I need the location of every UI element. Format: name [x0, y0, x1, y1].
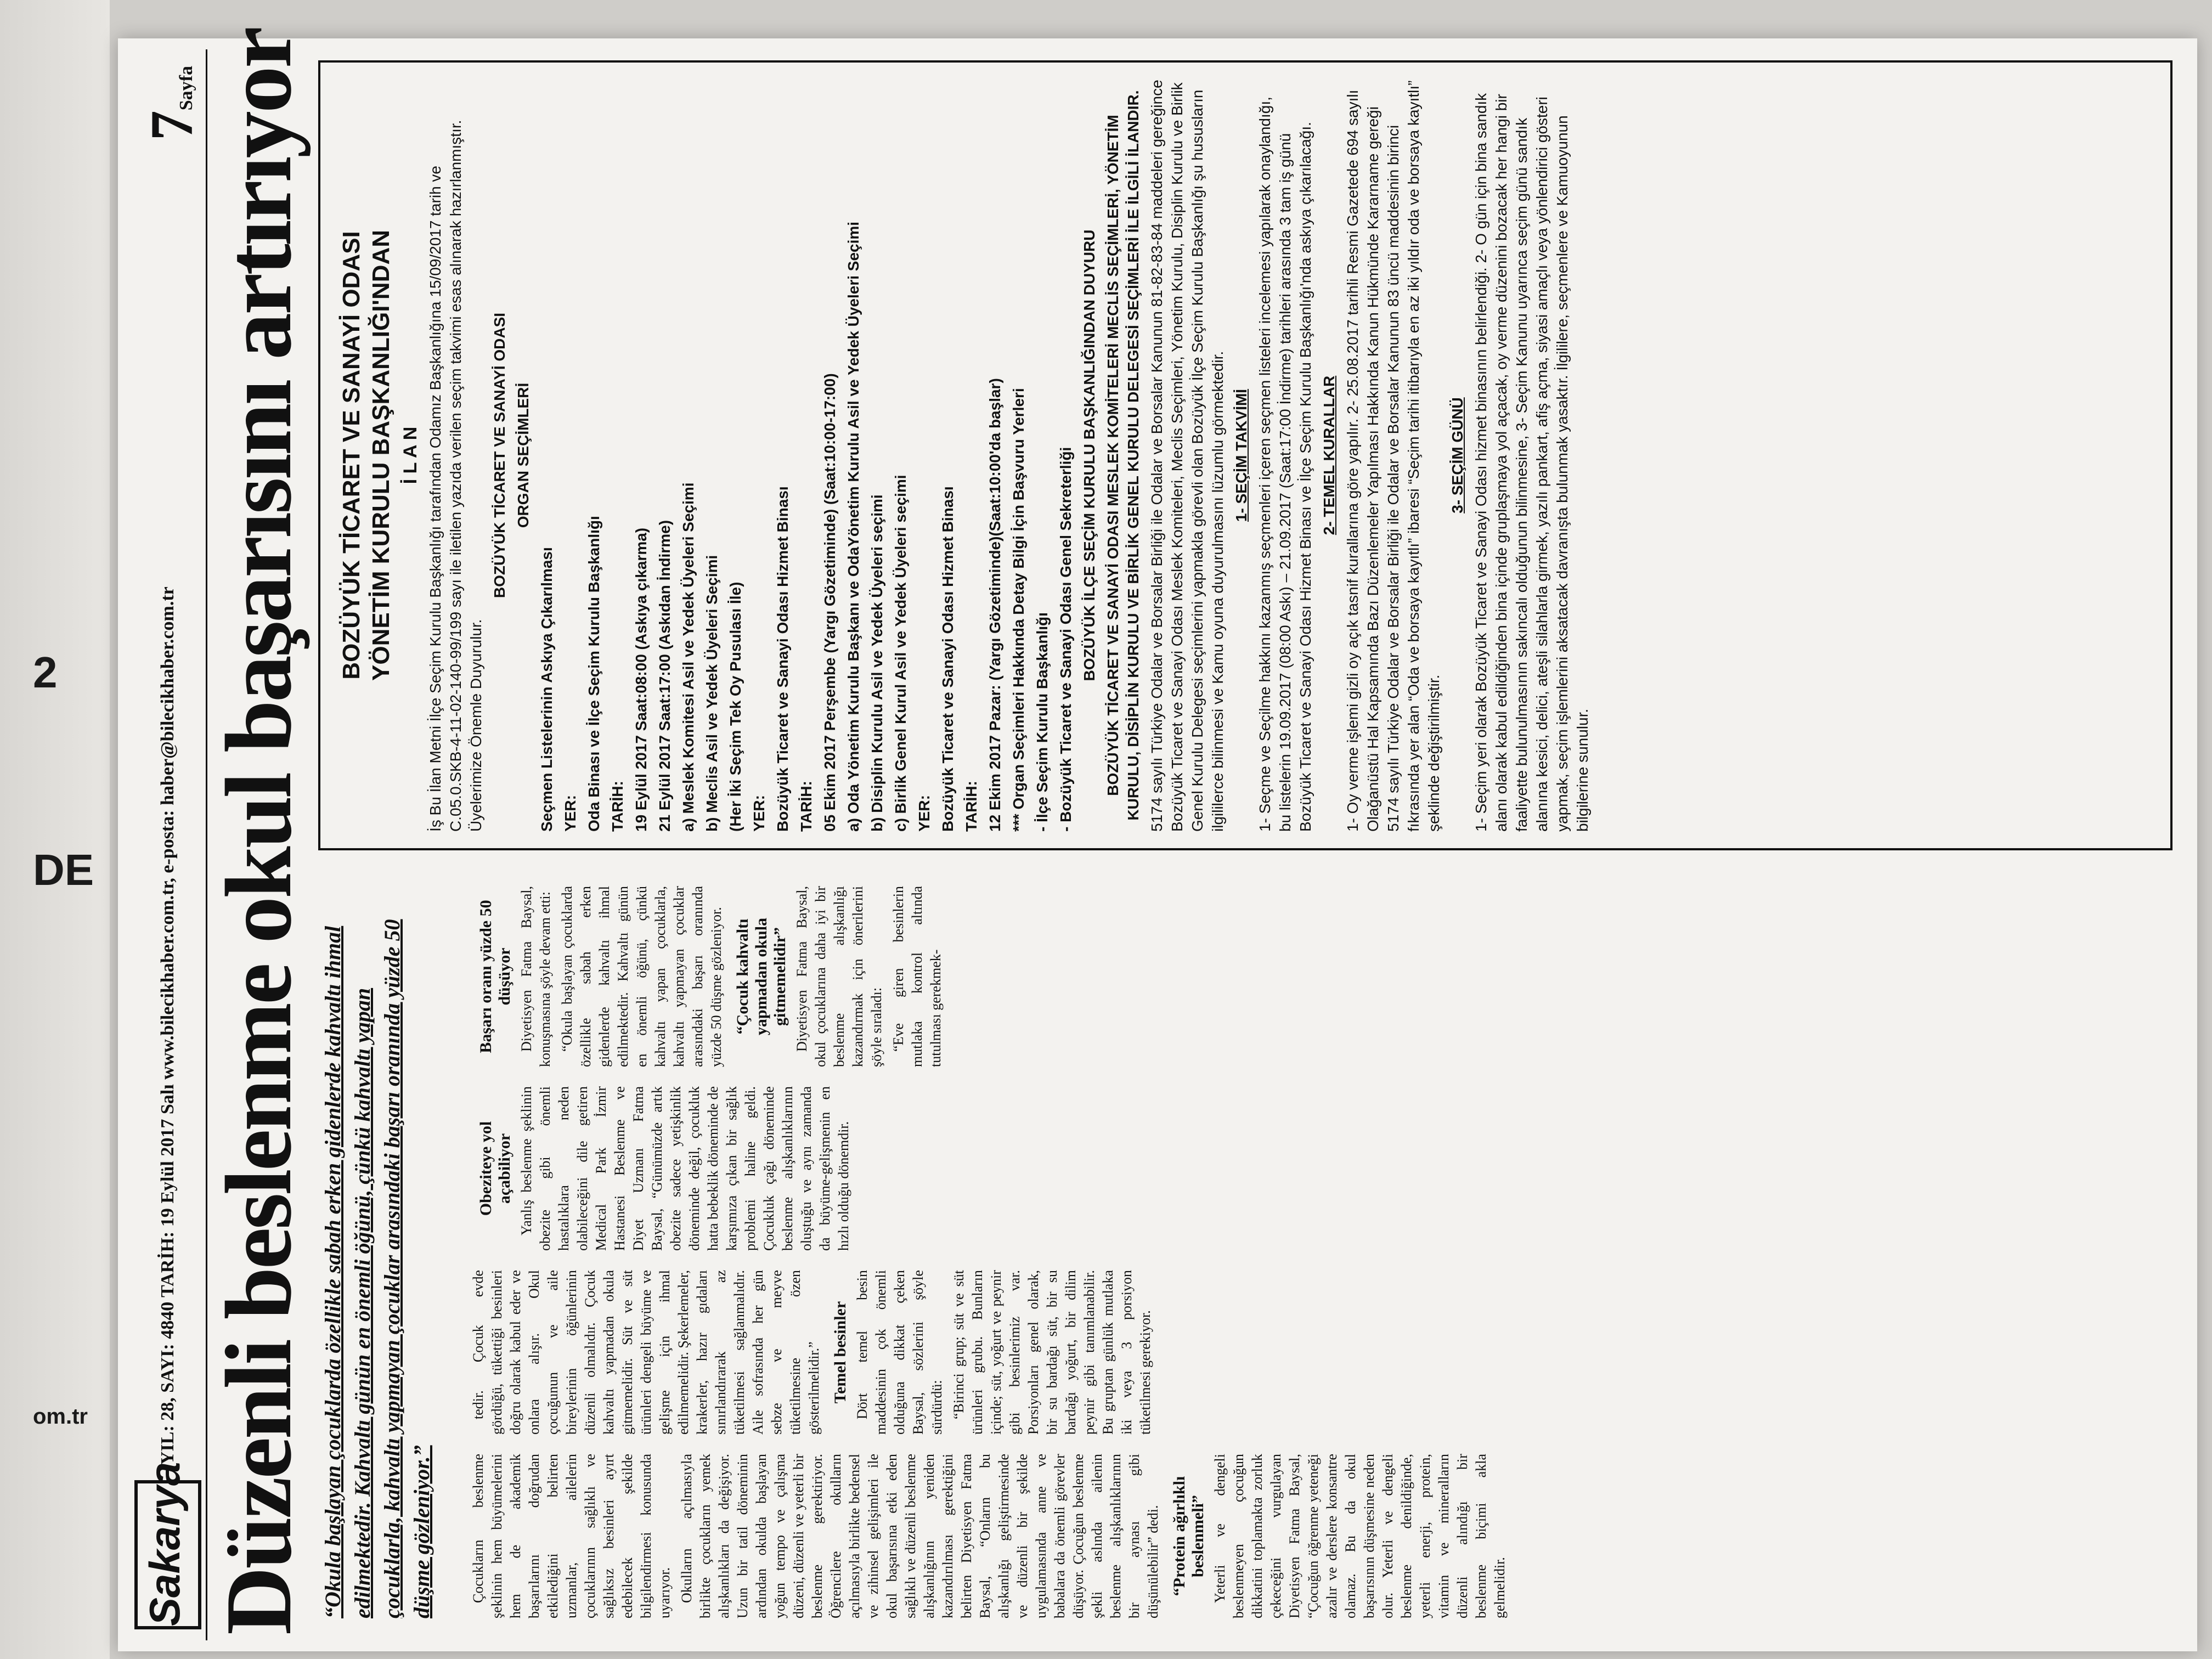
schedule-line: YER: [916, 795, 933, 832]
schedule-line: TARİH: [609, 781, 626, 832]
article-column-4 [469, 886, 949, 1067]
paragraph: “Eve giren besinlerin mutlaka kontrol altında tutulması gerekmek- [890, 886, 944, 1067]
schedule-line: Oda Binası ve İlçe Seçim Kurulu Başkanlığı [585, 516, 602, 832]
paragraph: “Okula başlayan çocuklarda özellikle sabah erken gidenlerde kahvaltı ihmal edilmektedir. Kahvaltı günün en önemli öğünü, çünkü kahvaltı yapan çocuklarla, kahvaltı yapmayan çocuklar arasındaki başarı oranında yüzde 50 düşme gözleniyor. [559, 886, 724, 1067]
adjacent-page-strip [0, 0, 110, 1659]
schedule-line: c) Birlik Genel Kurul Asil ve Yedek Üyeleri seçimi [892, 475, 909, 832]
section-heading: 3- SEÇİM GÜNÜ [1449, 397, 1466, 514]
paragraph: Diyetisyen Fatma Baysal, konuşmasına şöyle devam etti: [518, 886, 553, 1067]
schedule-line: 19 Eylül 2017 Saat:08:00 (Askıya çıkarma) [633, 527, 650, 832]
schedule-line: 21 Eylül 2017 Saat:17:00 (Askıdan İndirme) [656, 520, 673, 832]
page-number-value: 7 [138, 110, 205, 141]
newspaper-logo: Sakarya [134, 1480, 201, 1629]
rotated-content [129, 29, 2186, 1640]
schedule-line: (Her İki Seçim Tek Oy Pusulası İle) [727, 582, 744, 832]
subheading: Temel besinler [831, 1301, 849, 1404]
schedule-line: - Bozüyük Ticaret ve Sanayi Odası Genel Sekreterliği [1057, 447, 1074, 832]
strip-mark-top: 2 [33, 648, 58, 697]
page-number-label: Sayfa [176, 66, 196, 111]
section-heading: 2- TEMEL KURALLAR [1321, 375, 1338, 535]
schedule-line: *** Organ Seçimleri Hakkında Detay Bilgi İçin Başvuru Yerleri [1010, 388, 1027, 832]
notice-schedule [537, 79, 1076, 832]
masthead [129, 49, 207, 1640]
issue-line: YIL: 28, SAYI: 4840 TARİH: 19 Eylül 2017 Salı www.bilecikhaber.com.tr, e-posta: haber@bilecikhaber.com.tr [157, 586, 178, 1465]
article-column-3 [469, 1086, 856, 1251]
schedule-line: - İlçe Seçim Kurulu Başkanlığı [1034, 612, 1051, 832]
paragraph: Çocukların beslenme şeklinin hem büyümelerini hem de akademik başarılarını doğrudan etkilediğini belirten uzmanlar, ailelerin çocuklarının sağlıklı ve sağlıksız besinleri ayırt edebilecek şekilde bilgilendirmesi konusunda uyarıyor. [470, 1454, 673, 1618]
strip-mark-bottom: om.tr [33, 1404, 88, 1429]
schedule-line: 05 Ekim 2017 Perşembe (Yargı Gözetiminde) (Saat:10:00-17:00) [821, 373, 838, 832]
notice-org-1: BOZÜYÜK TİCARET VE SANAYİ ODASI [491, 312, 508, 599]
section-heading: 1- SEÇİM TAKVİMİ [1233, 388, 1250, 522]
notice-title-1: BOZÜYÜK TİCARET VE SANAYİ ODASI [338, 231, 365, 680]
duyuru-text: 5174 sayılı Türkiye Odalar ve Borsalar Birliği ile Odalar ve Borsalar Kanunun 81-82-83-84 maddeleri gereğince Bozüyük Ticaret ve Sanayi Odası Meslek Komiteleri, Meclis Seçimleri, Yönetim Kurulu, Disiplin Kurulu ve Birlik Genel Kurulu Delegesi seçimlerini yapmakla görevli olan Bozüyük İlçe Seçim Kurulu Başkanlığı şu hususların ilgililerce bilinmesi ve Kamu oyuna duyurulmasını lüzumlu görmektedir. [1148, 80, 1226, 832]
paragraph: Diyetisyen Fatma Baysal, okul çocuklarına daha iyi bir beslenme alışkanlığı kazandırmak için önerilerini şöyle sıraladı: [794, 886, 884, 1067]
paragraph: Yanlış beslenme şeklinin obezite gibi önemli hastalıklara neden olabileceğini dile getiren Medical Park İzmir Hastanesi Beslenme ve Diyet Uzmanı Fatma Baysal, “Günümüzde artık obezite sadece yetişkinlik döneminde değil, çocukluk hatta bebeklik döneminde de karşımıza çıkan bir sağlık problemi haline geldi. Çocukluk çağı döneminde beslenme alışkanlıklarının oluştuğu ve aynı zamanda da büyüme-gelişmenin en hızlı olduğu dönemdir. [518, 1086, 851, 1251]
schedule-line: YER: [751, 795, 768, 832]
subheading: “Çocuk kahvaltı yapmadan okula gitmemelidir” [733, 917, 789, 1036]
schedule-line: 12 Ekim 2017 Pazar: (Yargı Gözetiminde)(Saat:10:00'da başlar) [986, 378, 1003, 832]
paragraph: Dört temel besin maddesinin çok önemli olduğuna dikkat çeken Baysal, sözlerini şöyle sürdürdü: [854, 1270, 945, 1435]
schedule-line: b) Disiplin Kurulu Asil ve Yedek Üyeleri seçimi [868, 494, 885, 832]
notice-org-2: ORGAN SEÇİMLERİ [515, 382, 532, 528]
section-text: 1- Oy verme işlemi gizli oy açık tasnif kurallarına göre yapılır. 2- 25.08.2017 tarihli Resmi Gazetede 694 sayılı Olağanüstü Hal Kapsamında Bazı Düzenlemeler Yapılması Hakkında Kanun Hükmünde Kararname gereği 5174 sayılı Türkiye Odalar ve Borsalar Birliği ile Odalar ve Borsalar Kanunun 83 üncü maddesinin birinci fıkrasında yer alan “Oda ve borsaya kayıtlı” ibaresi “Seçim tarihi itibarıyla en az iki yıldır oda ve borsaya kayıtlı” şeklinde değiştirilmiştir. [1344, 80, 1442, 832]
schedule-line: TARİH: [963, 781, 980, 832]
newspaper-page [118, 29, 2197, 1651]
schedule-line: Seçmen Listelerinin Askıya Çıkarılması [538, 547, 555, 832]
schedule-line: TARİH: [798, 781, 815, 832]
schedule-line: YER: [562, 795, 579, 832]
notice-title-2: YÖNETİM KURULU BAŞKANLIĞI'NDAN [368, 230, 394, 681]
schedule-line: Bozüyük Ticaret ve Sanayi Odası Hizmet Binası [939, 486, 956, 832]
official-notice-box [318, 60, 2172, 850]
subheading: Obeziteye yol açabiliyor [477, 1121, 514, 1216]
strip-mark-mid: DE [33, 845, 94, 894]
subheading: Başarı oranı yüzde 50 düşüyor [477, 900, 514, 1053]
paragraph: Yeterli ve dengeli beslenmeyen çocuğun dikkatini toplamakta zorluk çekeceğini vurgulayan Diyetisyen Fatma Baysal, “Çocuğun öğrenme yeteneği azalır ve derslere konsantre olamaz. Bu da okul başarısının düşmesine neden olur. Yeterli ve dengeli beslenme denildiğinde, yeterli enerji, protein, vitamin ve mineralların düzenli alındığı bir beslenme biçimi akla gelmelidir. [1212, 1454, 1508, 1618]
notice-title-3: İ L A N [400, 426, 421, 484]
article-column-1 [469, 1454, 1513, 1618]
paragraph: Okulların açılmasıyla birlikte çocukların yemek alışkanlıkları da değişiyor. Uzun bir tatil döneminin ardından okulda başlayan yoğun tempo ve çalışma düzeni, düzenli ve yeterli bir beslenme gerektiriyor. Öğrencilere okulların açılmasıyla birlikte bedensel ve zihinsel gelişimleri ile okul başarısına etki eden sağlıklı ve düzenli beslenme alışkanlığının yeniden kazandırılması gerektiğini belirten Diyetisyen Fatma Baysal, “Onların bu alışkanlığı geliştirmesinde ve düzenli bir şekilde uygulamasında anne ve babalara da önemli görevler düşüyor. Çocuğun beslenme şekli aslında ailenin beslenme alışkanlıklarının bir aynası gibi düşünülebilir” dedi. [679, 1454, 1161, 1618]
duyuru-heading: BOZÜYÜK İLÇE SEÇİM KURULU BAŞKANLIĞINDAN DUYURU [1081, 229, 1098, 681]
article-column-2 [469, 1270, 1158, 1435]
schedule-line: a) Oda Yönetim Kurulu Başkanı ve OdaYönetim Kurulu Asil ve Yedek Üyeleri Seçimi [845, 221, 862, 832]
headline: Düzenli beslenme okul başarısını artırıyor [207, 29, 311, 1635]
section-text: 1- Seçim yeri olarak Bozüyük Ticaret ve Sanayi Odası hizmet binasının belirlendiği. 2- O gün için bina sandık alanı olarak kabul edildiğinden bina içinde gruplaşmaya yol açacak, oy verme düzenini bozacak her hangi bir faaliyette bulunulmasının sakıncalı olduğunun bilinmesine, 3- Seçim Kanunu uyarınca seçim günü sandık alanına kesici, delici, ateşli silahlarla girmek, yazılı pankart, afiş açma, siyasi amaçlı veya yönlendirici gösteri yapmak, seçim işlemlerini aksatacak davranışta bulunmak yasaktır. İlgililere, seçmenlere ve Kamuoyunun bilgilerine sunulur. [1472, 93, 1591, 832]
deck-quote: “Okula başlayan çocuklarda özellikle sabah erken gidenlerde kahvaltı ihmal edilmektedir. Kahvaltı günün en önemli öğünü, çünkü kahvaltı yapan çocuklarla, kahvaltı yapmayan çocuklar arasındaki başarı oranında yüzde 50 düşme gözleniyor.” [320, 919, 434, 1618]
notice-intro: İş Bu İlan Metni İlçe Seçim Kurulu Başkanlığı tarafından Odamız Başkanlığına 15/09/2017 tarih ve C.05.0.SKB-4-11-02-140-99/199 sayı ile iletilen yazıda verilen seçim takvimi esas alınarak hazırlanmıştır. Üyelerimize Önemle Duyurulur. [427, 120, 484, 832]
schedule-line: a) Meslek Komitesi Asil ve Yedek Üyeleri Seçimi [680, 482, 697, 832]
page-number [137, 66, 207, 140]
duyuru-subheading: BOZÜYÜK TİCARET VE SANAYİ ODASI MESLEK KOMİTELERİ MECLİS SEÇİMLERİ, YÖNETİM KURULU, DİSİPLİN KURULU VE BİRLİK GENEL KURULU DELEGESİ SEÇİMLERİ İLE İLGİLİ İLANDIR. [1104, 90, 1142, 821]
paragraph: tedir. Çocuk evde gördüğü, tükettiği besinleri doğru olarak kabul eder ve onlara alışır. Okul çocuğunun ve aile bireylerinin öğünlerinin düzenli olmalıdır. Çocuk kahvaltı yapmadan okula gitmemelidir. Süt ve süt ürünleri dengeli büyüme ve gelişme için ihmal edilmemelidir. Şekerlemeler, krakerler, hazır gıdaları sınırlandırarak az tüketilmesi sağlanmalıdır. Aile sofrasında her gün sebze ve meyve tüketilmesine özen gösterilmelidir.” [470, 1269, 822, 1435]
subheading: “Protein ağırlıklı beslenmeli” [1170, 1476, 1207, 1596]
schedule-line: b) Meclis Asil ve Yedek Üyeleri Seçimi [703, 555, 720, 832]
section-text: 1- Seçme ve Seçilme hakkını kazanmış seçmenleri içeren seçmen listeleri incelemesi yapılarak onaylandığı, bu listelerin 19.09.2017 (08:00 Askı) – 21.09.2017 (Saat:17:00 İndirme) tarihleri arasında 3 tam iş günü Bozüyük Ticaret ve Sanayi Odası Hizmet Binası ve İlçe Seçim Kurulu Başkanlığı'nda askıya çıkarılacağı. [1256, 97, 1314, 832]
paragraph: “Birinci grup; süt ve süt ürünleri grubu. Bunların içinde; süt, yoğurt ve peynir gibi besinlerimiz var. Porsiyonları genel olarak, bir su bardağı süt, bir su bardağı yoğurt, bir dilim peynir gibi tanımlanabilir. Bu gruptan günlük mutlaka iki veya 3 porsiyon tüketilmesi gerekiyor. [951, 1270, 1153, 1435]
schedule-line: Bozüyük Ticaret ve Sanayi Odası Hizmet Binası [774, 486, 791, 832]
